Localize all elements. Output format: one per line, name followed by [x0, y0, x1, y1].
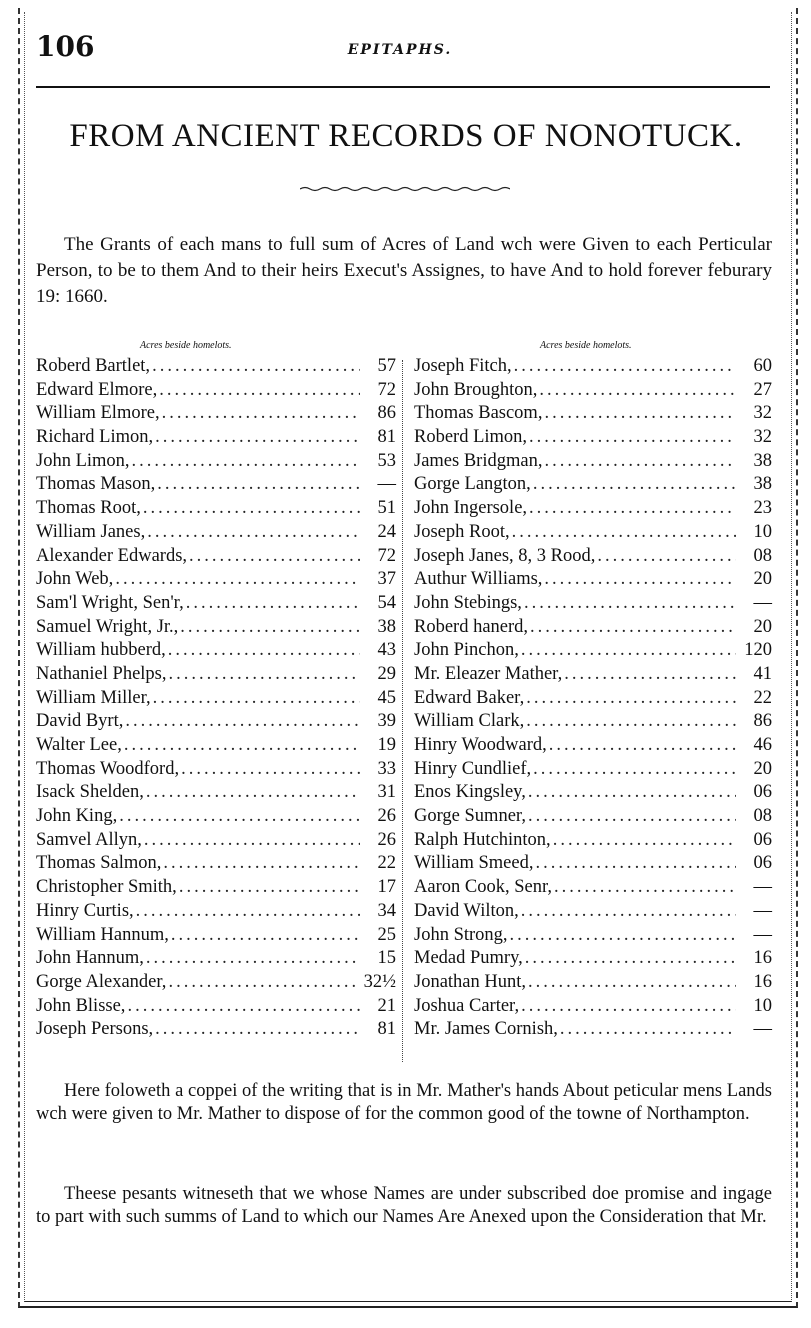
- dot-leader: [531, 474, 736, 495]
- grant-row: [414, 403, 772, 427]
- body-paragraph: Here foloweth a coppei of the writing that is in Mr. Mather's hands About peticular mens Lands wch were given to Mr. Mather to dispose of for the common good of the towne of Northampton.: [36, 1081, 772, 1124]
- acres-value: 17: [377, 877, 396, 898]
- acres-value: —: [753, 900, 772, 921]
- acres-value: 81: [377, 1019, 396, 1040]
- dot-leader: [166, 972, 360, 993]
- acres-value: 120: [744, 640, 772, 661]
- acres-value: 39: [377, 711, 396, 732]
- acres-value: 22: [753, 687, 772, 708]
- dot-leader: [134, 901, 360, 922]
- dot-leader: [123, 711, 360, 732]
- grant-row: [36, 996, 396, 1020]
- grantee-name: William Miller,: [36, 687, 151, 708]
- grant-row: [414, 1019, 772, 1043]
- acres-value: —: [753, 1019, 772, 1040]
- acres-value: —: [377, 474, 396, 495]
- dot-leader: [144, 948, 360, 969]
- dot-leader: [125, 996, 360, 1017]
- acres-value: 24: [377, 521, 396, 542]
- acres-value: 22: [377, 853, 396, 874]
- dot-leader: [531, 759, 736, 780]
- grantee-name: John Stebings,: [414, 592, 522, 613]
- grant-row: [414, 356, 772, 380]
- grant-row: [36, 711, 396, 735]
- grant-row: [414, 451, 772, 475]
- grant-row: [414, 427, 772, 451]
- dot-leader: [524, 711, 736, 732]
- grantee-name: Gorge Sumner,: [414, 806, 526, 827]
- grantee-name: Christopher Smith,: [36, 877, 177, 898]
- dot-leader: [141, 498, 360, 519]
- dot-leader: [153, 1019, 360, 1040]
- dot-leader: [527, 427, 736, 448]
- grantee-name: Thomas Woodford,: [36, 758, 180, 779]
- dot-leader: [144, 782, 360, 803]
- dot-leader: [526, 972, 736, 993]
- grantee-name: Samuel Wright, Jr.,: [36, 616, 179, 637]
- dot-leader: [595, 546, 736, 567]
- dot-leader: [157, 380, 360, 401]
- dot-leader: [519, 901, 736, 922]
- grantee-name: Medad Pumry,: [414, 948, 523, 969]
- dot-leader: [542, 569, 736, 590]
- grantee-name: Hinry Curtis,: [36, 900, 134, 921]
- grantee-name: Joseph Root,: [414, 521, 510, 542]
- grantee-name: William Hannum,: [36, 924, 169, 945]
- acres-value: 86: [753, 711, 772, 732]
- grant-row: [36, 948, 396, 972]
- acres-value: 20: [753, 758, 772, 779]
- dot-leader: [130, 451, 360, 472]
- acres-value: 32: [753, 427, 772, 448]
- grantee-name: Gorge Alexander,: [36, 971, 167, 992]
- grant-row: [414, 380, 772, 404]
- acres-value: 53: [377, 450, 396, 471]
- acres-value: 21: [377, 995, 396, 1016]
- dot-leader: [542, 451, 736, 472]
- title-ornament-rule: [300, 186, 510, 192]
- acres-value: 23: [753, 498, 772, 519]
- column-heading-right: Acres beside homelots.: [540, 340, 632, 351]
- dot-leader: [558, 1019, 736, 1040]
- grant-row: [36, 546, 396, 570]
- grantee-name: Edward Baker,: [414, 687, 525, 708]
- body-paragraph: Theese pesants witneseth that we whose Names are under subscribed doe promise and ingage to part with such summs of Land to which our Names Are Anexed upon the Consideration that Mr.: [36, 1184, 772, 1227]
- grantee-name: John Blisse,: [36, 995, 126, 1016]
- grant-row: [414, 474, 772, 498]
- acres-value: 08: [753, 806, 772, 827]
- grantee-name: Ralph Hutchinton,: [414, 829, 551, 850]
- grant-row: [36, 356, 396, 380]
- grantee-name: Thomas Salmon,: [36, 853, 162, 874]
- grant-row: [414, 688, 772, 712]
- grant-row: [36, 1019, 396, 1043]
- dot-leader: [161, 853, 360, 874]
- grantee-name: Thomas Mason,: [36, 474, 156, 495]
- grant-row: [36, 427, 396, 451]
- dot-leader: [179, 759, 360, 780]
- grantee-name: James Bridgman,: [414, 450, 543, 471]
- grantee-name: Joseph Fitch,: [414, 356, 512, 376]
- grantee-name: Thomas Root,: [36, 498, 141, 519]
- dot-leader: [184, 593, 360, 614]
- dot-leader: [160, 403, 360, 424]
- grant-row: [36, 498, 396, 522]
- acres-value: 45: [377, 687, 396, 708]
- grant-row: [36, 830, 396, 854]
- acres-value: 41: [753, 663, 772, 684]
- acres-value: 46: [753, 735, 772, 755]
- grant-row: [414, 711, 772, 735]
- grantee-name: Aaron Cook, Senr,: [414, 877, 552, 898]
- dot-leader: [519, 640, 736, 661]
- grantee-name: David Wilton,: [414, 900, 519, 921]
- grantee-name: Richard Limon,: [36, 427, 154, 448]
- dot-leader: [551, 830, 736, 851]
- acres-value: 06: [753, 853, 772, 874]
- dot-leader: [537, 380, 736, 401]
- grantee-name: Hinry Woodward,: [414, 735, 547, 755]
- grant-row: [414, 498, 772, 522]
- grant-row: [414, 830, 772, 854]
- acres-value: 34: [377, 900, 396, 921]
- grant-row: [414, 546, 772, 570]
- acres-value: 43: [377, 640, 396, 661]
- acres-value: 57: [377, 356, 396, 376]
- grantee-name: Mr. Eleazer Mather,: [414, 663, 563, 684]
- grant-row: [36, 853, 396, 877]
- grantee-name: Enos Kingsley,: [414, 782, 526, 803]
- dot-leader: [187, 546, 360, 567]
- acres-value: 10: [753, 995, 772, 1016]
- grantee-name: Walter Lee,: [36, 735, 122, 755]
- acres-value: 31: [377, 782, 396, 803]
- grant-row: [414, 664, 772, 688]
- acres-value: —: [753, 924, 772, 945]
- grant-row: [414, 522, 772, 546]
- grantee-name: Alexander Edwards,: [36, 545, 188, 566]
- grants-list-right: [414, 356, 772, 1043]
- grant-row: [414, 996, 772, 1020]
- dot-leader: [177, 877, 360, 898]
- dot-leader: [533, 853, 736, 874]
- acres-value: 51: [377, 498, 396, 519]
- grantee-name: John Ingersole,: [414, 498, 528, 519]
- acres-value: 81: [377, 427, 396, 448]
- grant-row: [36, 474, 396, 498]
- running-head: EPITAPHS.: [347, 42, 453, 58]
- acres-value: 29: [377, 663, 396, 684]
- acres-value: —: [753, 592, 772, 613]
- dot-leader: [542, 403, 736, 424]
- dot-leader: [528, 617, 736, 638]
- acres-value: —: [753, 877, 772, 898]
- dot-leader: [512, 356, 736, 377]
- acres-value: 37: [377, 569, 396, 590]
- dot-leader: [508, 925, 736, 946]
- acres-value: 08: [753, 545, 772, 566]
- dot-leader: [547, 735, 736, 756]
- grant-row: [414, 877, 772, 901]
- acres-value: 86: [377, 403, 396, 424]
- grant-row: [414, 759, 772, 783]
- column-divider: [402, 360, 403, 1062]
- dot-leader: [526, 806, 736, 827]
- dot-leader: [117, 806, 360, 827]
- acres-value: 26: [377, 829, 396, 850]
- grant-row: [36, 451, 396, 475]
- grant-row: [36, 688, 396, 712]
- article-title: FROM ANCIENT RECORDS OF NONOTUCK.: [69, 118, 743, 154]
- acres-value: 20: [753, 569, 772, 590]
- dot-leader: [562, 664, 736, 685]
- grant-row: [414, 735, 772, 759]
- grant-row: [36, 972, 396, 996]
- dot-leader: [523, 948, 736, 969]
- dot-leader: [150, 356, 360, 377]
- acres-value: 16: [753, 948, 772, 969]
- dot-leader: [552, 877, 736, 898]
- grant-row: [414, 925, 772, 949]
- acres-value: 33: [377, 758, 396, 779]
- dot-leader: [519, 996, 736, 1017]
- grant-row: [414, 640, 772, 664]
- acres-value: 16: [753, 971, 772, 992]
- grantee-name: Samvel Allyn,: [36, 829, 142, 850]
- dot-leader: [167, 664, 360, 685]
- dot-leader: [524, 688, 736, 709]
- grant-row: [36, 925, 396, 949]
- acres-value: 54: [377, 592, 396, 613]
- acres-value: 06: [753, 782, 772, 803]
- grantee-name: Authur Williams,: [414, 569, 543, 590]
- grant-row: [36, 877, 396, 901]
- grant-row: [414, 972, 772, 996]
- grants-list-left: [36, 356, 396, 1043]
- grantee-name: Edward Elmore,: [36, 379, 158, 400]
- grant-row: [36, 901, 396, 925]
- dot-leader: [169, 925, 360, 946]
- dot-leader: [122, 735, 360, 756]
- grantee-name: David Byrt,: [36, 711, 124, 732]
- grant-row: [414, 806, 772, 830]
- grant-row: [36, 759, 396, 783]
- grant-row: [36, 782, 396, 806]
- acres-value: 38: [753, 474, 772, 495]
- dot-leader: [526, 782, 736, 803]
- dot-leader: [145, 522, 360, 543]
- grantee-name: William Smeed,: [414, 853, 534, 874]
- grant-row: [36, 664, 396, 688]
- acres-value: 19: [377, 735, 396, 755]
- acres-value: 72: [377, 545, 396, 566]
- acres-value: 26: [377, 806, 396, 827]
- dot-leader: [527, 498, 736, 519]
- acres-value: 20: [753, 616, 772, 637]
- grantee-name: Gorge Langton,: [414, 474, 531, 495]
- acres-value: 10: [753, 521, 772, 542]
- acres-value: 27: [753, 379, 772, 400]
- grantee-name: John Web,: [36, 569, 114, 590]
- grantee-name: John Pinchon,: [414, 640, 519, 661]
- grantee-name: John Broughton,: [414, 379, 538, 400]
- acres-value: 60: [753, 356, 772, 376]
- acres-value: 15: [377, 948, 396, 969]
- dot-leader: [178, 617, 360, 638]
- grantee-name: William Elmore,: [36, 403, 160, 424]
- intro-paragraph: The Grants of each mans to full sum of Acres of Land wch were Given to each Perticular Person, to be to them And to their heirs Execut's Assignes, to have And to hold forever feburary 19: 1660.: [36, 234, 772, 307]
- grant-row: [414, 853, 772, 877]
- grant-row: [36, 593, 396, 617]
- grant-row: [36, 640, 396, 664]
- grantee-name: Mr. James Cornish,: [414, 1019, 558, 1040]
- grantee-name: Nathaniel Phelps,: [36, 663, 167, 684]
- dot-leader: [113, 569, 360, 590]
- grantee-name: Thomas Bascom,: [414, 403, 543, 424]
- dot-leader: [151, 688, 360, 709]
- acres-value: 32: [753, 403, 772, 424]
- dot-leader: [142, 830, 360, 851]
- grantee-name: John Hannum,: [36, 948, 144, 969]
- dot-leader: [153, 427, 360, 448]
- grantee-name: Joseph Persons,: [36, 1019, 154, 1040]
- grantee-name: Roberd hanerd,: [414, 616, 529, 637]
- grantee-name: William hubberd,: [36, 640, 166, 661]
- dot-leader: [155, 474, 360, 495]
- grant-row: [414, 948, 772, 972]
- header-rule: [36, 86, 770, 88]
- grantee-name: Jonathan Hunt,: [414, 971, 527, 992]
- grantee-name: Isack Shelden,: [36, 782, 144, 803]
- grant-row: [414, 569, 772, 593]
- grantee-name: William Janes,: [36, 521, 146, 542]
- grantee-name: Roberd Limon,: [414, 427, 528, 448]
- grantee-name: John King,: [36, 806, 118, 827]
- grantee-name: William Clark,: [414, 711, 525, 732]
- grantee-name: John Strong,: [414, 924, 508, 945]
- acres-value: 38: [753, 450, 772, 471]
- grantee-name: Joshua Carter,: [414, 995, 520, 1016]
- grant-row: [414, 617, 772, 641]
- grant-row: [36, 806, 396, 830]
- acres-value: 32½: [363, 971, 396, 992]
- grant-row: [36, 403, 396, 427]
- grant-row: [414, 901, 772, 925]
- grantee-name: Hinry Cundlief,: [414, 758, 532, 779]
- grant-row: [36, 617, 396, 641]
- grant-row: [36, 380, 396, 404]
- page-header: [30, 30, 770, 90]
- dot-leader: [510, 522, 736, 543]
- dot-leader: [522, 593, 736, 614]
- grantee-name: John Limon,: [36, 450, 130, 471]
- acres-value: 06: [753, 829, 772, 850]
- grant-row: [36, 569, 396, 593]
- grantee-name: Joseph Janes, 8, 3 Rood,: [414, 545, 596, 566]
- grant-row: [414, 782, 772, 806]
- column-heading-left: Acres beside homelots.: [140, 340, 232, 351]
- dot-leader: [166, 640, 360, 661]
- grant-row: [414, 593, 772, 617]
- page-number: 106: [36, 30, 95, 63]
- grantee-name: Sam'l Wright, Sen'r,: [36, 592, 184, 613]
- grant-row: [36, 735, 396, 759]
- acres-value: 38: [377, 616, 396, 637]
- acres-value: 25: [377, 924, 396, 945]
- acres-value: 72: [377, 379, 396, 400]
- grantee-name: Roberd Bartlet,: [36, 356, 151, 376]
- grant-row: [36, 522, 396, 546]
